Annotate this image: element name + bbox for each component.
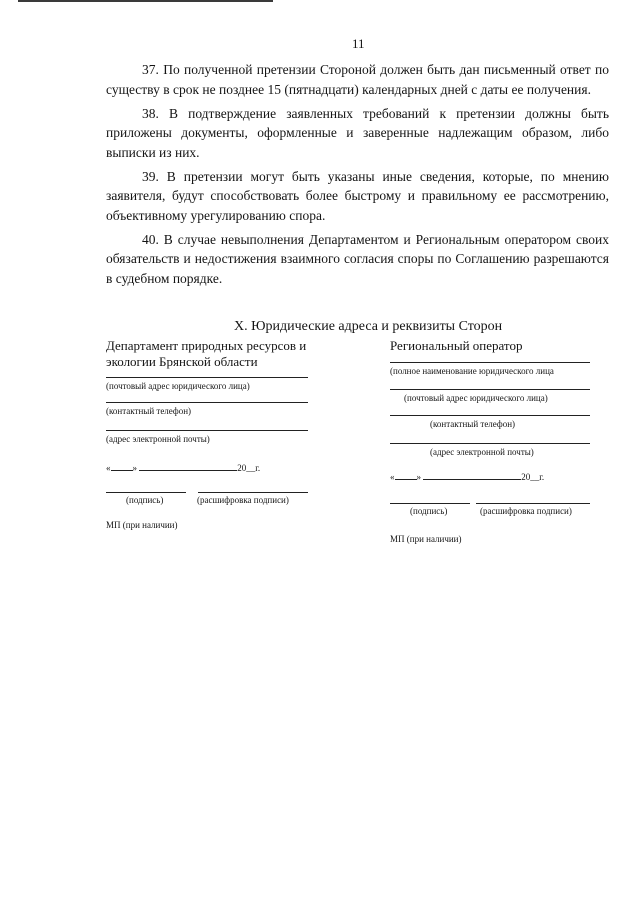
left-signature-line [106,492,186,493]
right-date-month-blank [423,470,521,480]
paragraph-40: 40. В случае невыполнения Департаментом и Региональным оператором своих обязательств и недостижения взаимного согласия споры по Соглашению разрешаются в судебном порядке. [106,231,609,286]
left-signature-decoding-caption: (расшифровка подписи) [197,495,289,505]
right-email-caption: (адрес электронной почты) [430,447,534,457]
right-postal-address-caption: (почтовый адрес юридического лица) [404,393,548,403]
page-number: 11 [352,36,365,51]
left-postal-address-field [106,377,308,392]
right-phone-caption: (контактный телефон) [430,419,516,429]
left-email-line [106,430,308,431]
left-email-field [106,430,308,445]
left-date-open-quote: « [106,463,111,473]
right-postal-address-field [390,389,590,404]
left-date-year: 20__г. [237,463,261,473]
right-stamp-note: МП (при наличии) [390,534,462,544]
left-signature-block [106,492,316,508]
right-date-close-quote: » [416,472,421,482]
left-date-day-blank [111,461,133,471]
left-email-caption: (адрес электронной почты) [106,434,210,444]
left-postal-address-line [106,377,308,378]
right-party-name: Региональный оператор [390,338,523,353]
right-signature-caption: (подпись) [410,506,448,516]
left-postal-address-caption: (почтовый адрес юридического лица) [106,381,250,391]
left-party-name: Департамент природных ресурсов и экологии Брянской области [106,338,307,369]
right-date-day-blank [395,470,417,480]
right-email-field [390,443,590,458]
right-signature-decoding-line [476,503,590,504]
left-date-month-blank [139,461,237,471]
left-phone-line [106,402,308,403]
section-title: X. Юридические адреса и реквизиты Сторон [234,319,503,334]
right-date-line [390,470,544,482]
right-signature-decoding-caption: (расшифровка подписи) [480,506,572,516]
left-stamp-note: МП (при наличии) [106,520,178,530]
left-phone-field [106,402,308,417]
right-full-name-field [390,362,590,377]
document-body [106,60,609,293]
right-date-open-quote: « [390,472,395,482]
right-signature-line [390,503,470,504]
top-border-line [18,0,273,2]
left-phone-caption: (контактный телефон) [106,406,192,416]
left-date-close-quote: » [132,463,137,473]
left-signature-caption: (подпись) [126,495,164,505]
right-phone-line [390,415,590,416]
paragraph-39: 39. В претензии могут быть указаны иные сведения, которые, по мнению заявителя, будут способствовать более быстрому и правильному ее рассмотрению, объективному урегулированию спора. [106,168,609,223]
left-signature-decoding-line [198,492,308,493]
right-full-name-line [390,362,590,363]
paragraph-38: 38. В подтверждение заявленных требований к претензии должны быть приложены документы, оформленные и заверенные надлежащим образом, либо выписки из них. [106,105,609,160]
right-full-name-caption: (полное наименование юридического лица [390,366,554,376]
paragraph-37: 37. По полученной претензии Стороной должен быть дан письменный ответ по существу в срок не позднее 15 (пятнадцати) календарных дней с даты ее получения. [106,62,609,97]
left-date-line [106,461,260,473]
right-phone-field [390,415,590,430]
right-date-year: 20__г. [521,472,545,482]
right-signature-block [390,503,600,519]
right-email-line [390,443,590,444]
right-postal-address-line [390,389,590,390]
